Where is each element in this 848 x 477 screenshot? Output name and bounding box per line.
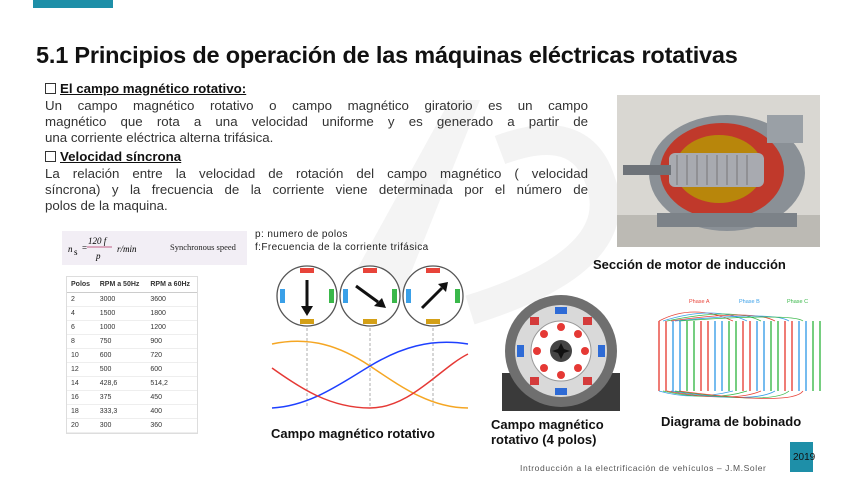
table-cell: 3000 <box>96 293 147 307</box>
table-cell: 6 <box>67 321 96 335</box>
induction-motor-section-image <box>617 95 820 247</box>
stator-2 <box>340 266 400 326</box>
table-cell: 428,6 <box>96 377 147 391</box>
formula-numerator: 120 f <box>88 236 107 246</box>
table-cell: 4 <box>67 307 96 321</box>
table-row <box>67 377 197 391</box>
slide-title: 5.1 Principios de operación de las máquinas eléctricas rotativas <box>36 42 738 68</box>
table-cell: 16 <box>67 391 96 405</box>
winding-label-phase-c: Phase C <box>787 299 809 305</box>
table-header-cell: Polos <box>67 277 96 293</box>
formula-denominator: p <box>96 251 101 261</box>
formula-legend: p: numero de polos f:Frecuencia de la corriente trifásica <box>255 229 429 253</box>
table-cell: 400 <box>146 405 197 419</box>
four-pole-motor-image <box>492 293 630 413</box>
table-cell: 600 <box>96 349 147 363</box>
paragraph-synchronous-speed: La relación entre la velocidad de rotación del campo magnético ( velocidad síncrona) y la frecuencia de la corriente viene determinada por el número de polos de la maquina. <box>45 166 588 213</box>
stator-3 <box>403 266 463 326</box>
winding-label-phase-a: Phase A <box>689 299 710 305</box>
formula-lhs: n <box>68 244 73 254</box>
table-row <box>67 419 197 433</box>
winding-diagram-image <box>653 295 829 407</box>
table-cell: 2 <box>67 293 96 307</box>
table-cell: 300 <box>96 419 147 433</box>
table-cell: 514,2 <box>146 377 197 391</box>
winding-label-phase-b: Phase B <box>739 299 760 305</box>
table-header-row <box>67 277 197 293</box>
table-row <box>67 405 197 419</box>
table-row <box>67 391 197 405</box>
table-cell: 20 <box>67 419 96 433</box>
table-cell: 10 <box>67 349 96 363</box>
table-cell: 720 <box>146 349 197 363</box>
caption-winding: Diagrama de bobinado <box>661 414 802 429</box>
table-row <box>67 363 197 377</box>
checkbox-bullet-icon <box>45 151 56 162</box>
formula-subscript: s <box>74 247 78 257</box>
paragraph-rotating-field: Un campo magnético rotativo o campo magnético giratorio es un campo magnético que rota a una velocidad uniforme y es generado a partir de una corriente eléctrica alterna trifásica. <box>45 98 588 145</box>
rotating-field-diagram <box>270 258 470 418</box>
rpm-table <box>67 277 197 433</box>
section-heading-rotating-field: El campo magnético rotativo: <box>45 81 246 96</box>
table-row <box>67 349 197 363</box>
svg-text:=: = <box>82 243 88 253</box>
section-heading-synchronous-speed: Velocidad síncrona <box>45 149 181 164</box>
table-cell: 1200 <box>146 321 197 335</box>
table-body <box>67 293 197 433</box>
caption-rotating-field: Campo magnético rotativo <box>271 426 435 441</box>
formula-label: Synchronous speed <box>170 242 236 252</box>
formula-unit: r/min <box>117 244 137 254</box>
table-cell: 333,3 <box>96 405 147 419</box>
table-cell: 1000 <box>96 321 147 335</box>
footer-text: Introducción a la electrificación de vehículos – J.M.Soler <box>520 463 767 473</box>
table-row <box>67 335 197 349</box>
table-row <box>67 307 197 321</box>
table-row <box>67 293 197 307</box>
synchronous-speed-formula <box>62 231 247 265</box>
table-cell: 1800 <box>146 307 197 321</box>
table-cell: 3600 <box>146 293 197 307</box>
page-number: 2019 <box>793 452 816 463</box>
top-accent-bar <box>33 0 113 8</box>
stator-1 <box>277 266 337 326</box>
caption-four-pole: Campo magnético rotativo (4 polos) <box>491 417 604 447</box>
table-cell: 18 <box>67 405 96 419</box>
table-header-cell: RPM a 60Hz <box>146 277 197 293</box>
table-cell: 900 <box>146 335 197 349</box>
table-cell: 360 <box>146 419 197 433</box>
table-cell: 450 <box>146 391 197 405</box>
caption-induction-motor: Sección de motor de inducción <box>593 257 786 272</box>
table-cell: 1500 <box>96 307 147 321</box>
table-cell: 375 <box>96 391 147 405</box>
table-cell: 750 <box>96 335 147 349</box>
table-cell: 500 <box>96 363 147 377</box>
table-cell: 8 <box>67 335 96 349</box>
table-cell: 12 <box>67 363 96 377</box>
table-header-cell: RPM a 50Hz <box>96 277 147 293</box>
table-cell: 14 <box>67 377 96 391</box>
checkbox-bullet-icon <box>45 83 56 94</box>
table-cell: 600 <box>146 363 197 377</box>
table-row <box>67 321 197 335</box>
